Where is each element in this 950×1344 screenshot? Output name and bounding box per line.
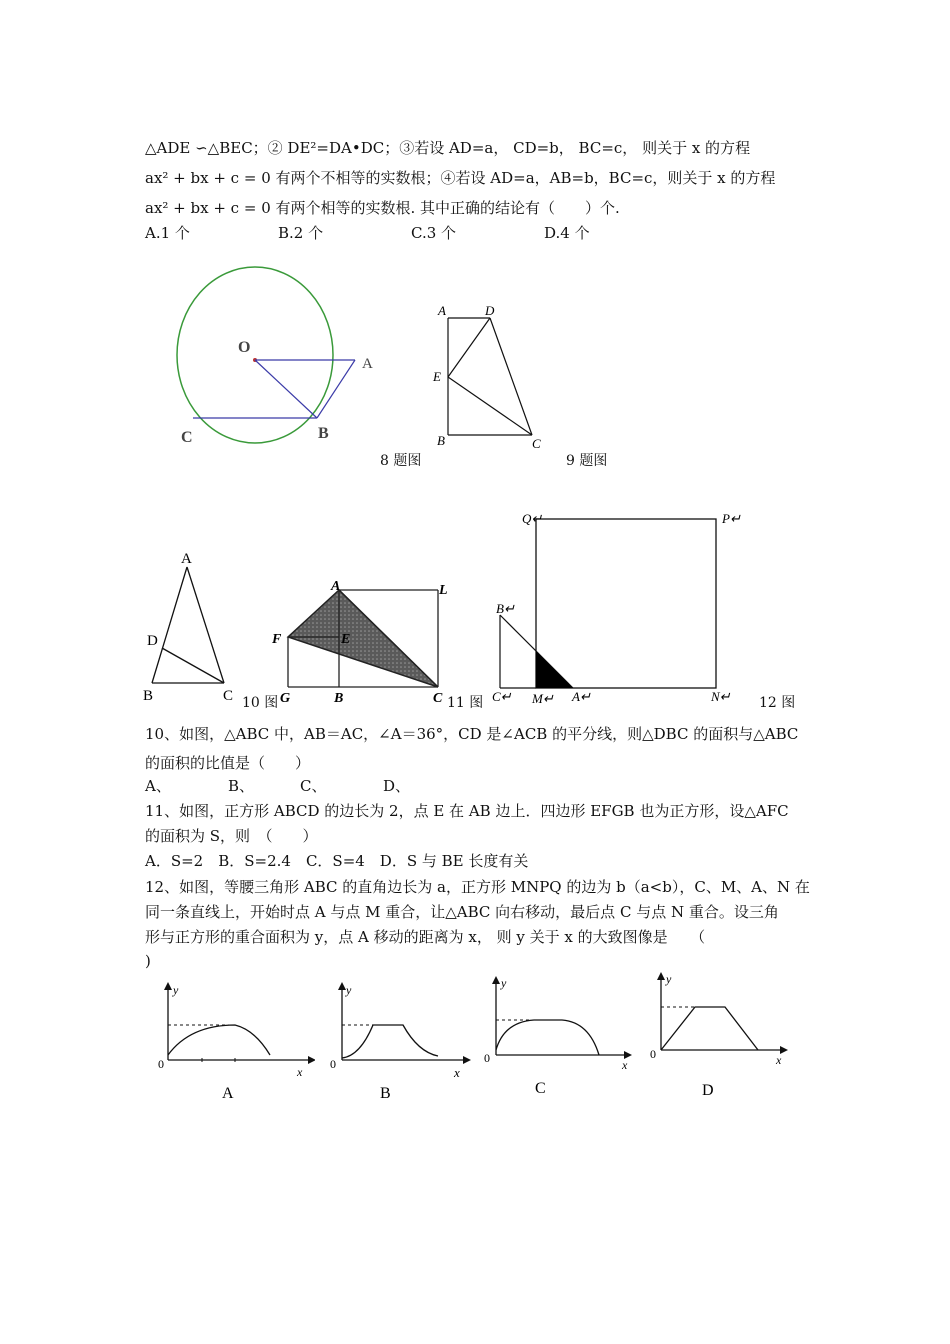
fig12-label-n: N↵ bbox=[711, 689, 731, 704]
q10-line-1: 10、如图，△ABC 中，AB＝AC，∠A＝36°，CD 是∠ACB 的平分线，则△DBC 的面积与△ABC bbox=[145, 725, 799, 743]
q11-line-1: 11、如图，正方形 ABCD 的边长为 2，点 E 在 AB 边上．四边形 EFGB 也为正方形，设△AFC bbox=[145, 802, 789, 820]
answer-graph-d bbox=[640, 968, 790, 1103]
figure-8-caption: 8 题图 bbox=[380, 453, 422, 469]
figure-12-caption: 12 图 bbox=[759, 695, 796, 711]
fig9-label-a: A bbox=[438, 303, 446, 318]
q10-line-2: 的面积的比值是（ ） bbox=[145, 754, 311, 772]
figure-10-caption: 10 图 bbox=[242, 695, 279, 711]
q9-option-c: C.3 个 bbox=[411, 224, 457, 242]
graph-a-origin: 0 bbox=[158, 1057, 164, 1071]
graph-c-letter: C bbox=[535, 1080, 546, 1097]
fig12-label-q: Q↵ bbox=[522, 511, 543, 526]
graph-d-y-label: y bbox=[666, 972, 672, 986]
fig9-label-e: E bbox=[433, 369, 441, 384]
graph-c-origin: 0 bbox=[484, 1051, 490, 1065]
fig11-label-l: L bbox=[439, 583, 448, 598]
graph-d-letter: D bbox=[702, 1082, 714, 1099]
fig11-label-c: C bbox=[433, 691, 443, 706]
graph-c-x-label: x bbox=[622, 1058, 628, 1072]
fig12-label-a: A↵ bbox=[572, 689, 591, 704]
fig11-label-a: A bbox=[331, 579, 341, 594]
fig10-label-c: C bbox=[223, 688, 234, 704]
figure-11-caption: 11 图 bbox=[447, 695, 484, 711]
q10-options bbox=[145, 776, 410, 796]
figure-10-triangle bbox=[140, 545, 240, 705]
fig10-label-a: A bbox=[181, 551, 192, 567]
graph-b-origin: 0 bbox=[330, 1057, 336, 1071]
fig9-label-c: C bbox=[532, 436, 541, 451]
figure-11-squares bbox=[268, 578, 458, 706]
fig8-label-b: B bbox=[318, 425, 329, 442]
fig8-label-o: O bbox=[238, 339, 251, 356]
fig9-label-b: B bbox=[437, 433, 445, 448]
fig12-label-m: M↵ bbox=[532, 691, 554, 706]
q12-line-2: 同一条直线上，开始时点 A 与点 M 重合，让△ABC 向右移动，最后点 C 与点 N 重合。设三角 bbox=[145, 903, 779, 921]
q12-line-4: ) bbox=[145, 952, 151, 970]
graph-a-x-label: x bbox=[297, 1065, 303, 1079]
answer-graph-c bbox=[474, 970, 634, 1100]
fig11-label-f: F bbox=[272, 632, 282, 647]
q9-option-d: D.4 个 bbox=[544, 224, 590, 242]
q9-option-a: A.1 个 bbox=[145, 224, 190, 242]
q12-line-3: 形与正方形的重合面积为 y，点 A 移动的距离为 x， 则 y 关于 x 的大致图像是 （ bbox=[145, 928, 706, 946]
q12-line-1: 12、如图，等腰三角形 ABC 的直角边长为 a，正方形 MNPQ 的边为 b（a<b），C、M、A、N 在 bbox=[145, 878, 810, 896]
figure-8-circle bbox=[170, 260, 380, 460]
q9-line-1: △ADE ∽△BEC；② DE²=DA•DC；③若设 AD=a， CD=b， BC=c， 则关于 x 的方程 bbox=[145, 139, 751, 157]
graph-d-x-label: x bbox=[776, 1053, 782, 1067]
fig9-label-d: D bbox=[485, 303, 495, 318]
q9-line-2: ax² + bx + c = 0 有两个不相等的实数根；④若设 AD=a，AB=b，BC=c，则关于 x 的方程 bbox=[145, 169, 776, 187]
fig11-label-e: E bbox=[341, 632, 351, 647]
fig10-label-b: B bbox=[143, 688, 154, 704]
fig8-label-a: A bbox=[362, 356, 373, 372]
fig8-label-c: C bbox=[181, 429, 193, 446]
fig12-label-c: C↵ bbox=[492, 689, 512, 704]
graph-a-y-label: y bbox=[173, 983, 179, 997]
graph-a-letter: A bbox=[222, 1085, 234, 1102]
fig12-label-b: B↵ bbox=[496, 601, 515, 616]
graph-c-y-label: y bbox=[501, 976, 507, 990]
graph-b-y-label: y bbox=[346, 983, 352, 997]
q9-option-b: B.2 个 bbox=[278, 224, 324, 242]
q9-options bbox=[145, 223, 590, 243]
figure-12-square-triangle bbox=[490, 505, 755, 710]
answer-graph-b bbox=[318, 980, 473, 1105]
answer-graph-a bbox=[140, 980, 315, 1105]
fig12-label-p: P↵ bbox=[722, 511, 741, 526]
q11-line-2: 的面积为 S，则 （ ） bbox=[145, 827, 318, 845]
q9-line-3: ax² + bx + c = 0 有两个相等的实数根. 其中正确的结论有（ ）个. bbox=[145, 199, 620, 217]
graph-b-x-label: x bbox=[454, 1065, 460, 1080]
fig11-label-b: B bbox=[334, 691, 344, 706]
q11-options: A．S=2 B．S=2.4 C．S=4 D．S 与 BE 长度有关 bbox=[145, 852, 529, 870]
figure-9-trapezoid bbox=[428, 300, 558, 455]
graph-b-letter: B bbox=[380, 1085, 391, 1102]
q10-option-a: A、 bbox=[145, 777, 171, 795]
fig10-label-d: D bbox=[147, 633, 158, 649]
graph-d-origin: 0 bbox=[650, 1047, 656, 1061]
q10-option-d: D、 bbox=[383, 777, 411, 795]
fig11-label-g: G bbox=[280, 691, 291, 706]
q10-option-b: B、 bbox=[228, 777, 255, 795]
figure-9-caption: 9 题图 bbox=[566, 453, 608, 469]
q10-option-c: C、 bbox=[300, 777, 327, 795]
